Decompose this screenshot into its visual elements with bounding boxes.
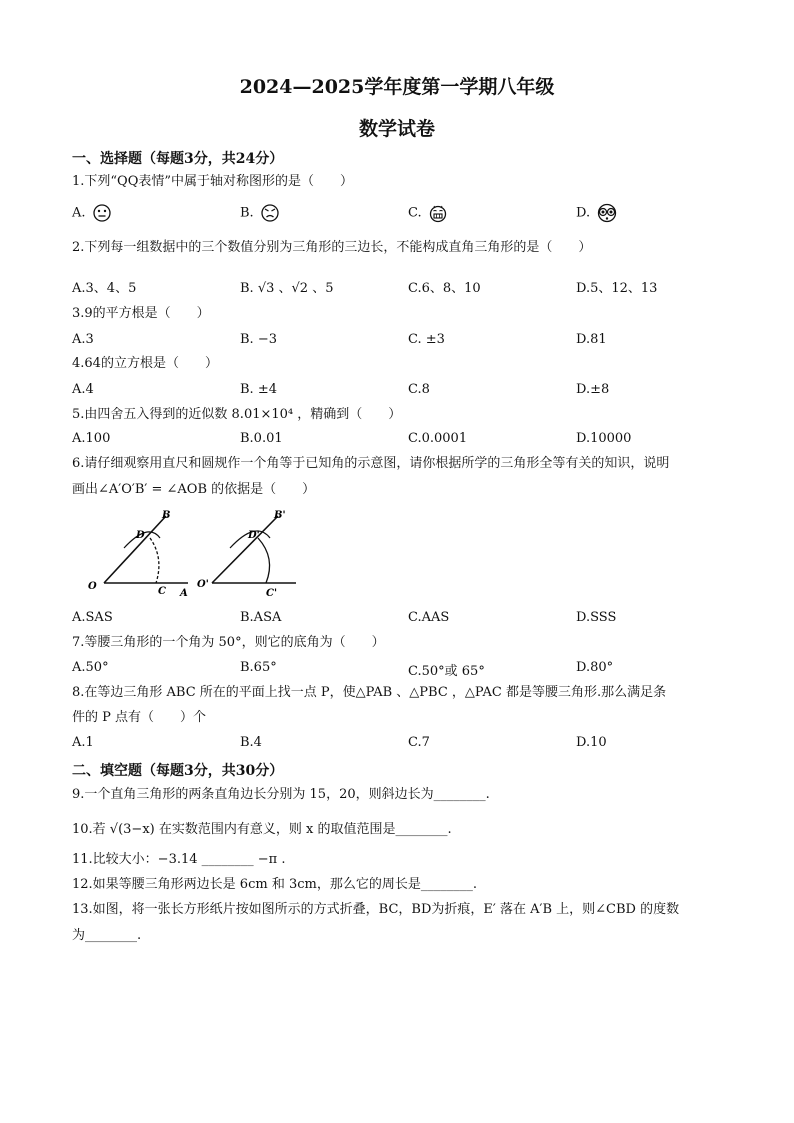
option-a: A.4 bbox=[72, 382, 94, 397]
option-d: D.81 bbox=[576, 332, 607, 347]
question-6-stem-line-2: 画出∠A′O′B′ = ∠AOB 的依据是（ ） bbox=[72, 482, 316, 497]
option-a: A. bbox=[72, 203, 112, 223]
question-1-options bbox=[72, 203, 722, 225]
option-d: D.SSS bbox=[576, 610, 617, 625]
option-d: D.80° bbox=[576, 660, 614, 675]
question-3-stem: 3.9的平方根是（ ） bbox=[72, 306, 210, 321]
question-1-stem: 1.下列“QQ表情”中属于轴对称图形的是（ ） bbox=[72, 174, 354, 189]
question-6-options bbox=[72, 610, 722, 632]
question-8-stem-line-2: 件的 P 点有（ ）个 bbox=[72, 710, 207, 725]
section-2-heading: 二、填空题（每题3分，共30分） bbox=[72, 763, 284, 779]
label-b: B bbox=[162, 510, 171, 521]
goggle-eyes-face-icon bbox=[596, 203, 618, 223]
exam-subtitle: 数学试卷 bbox=[358, 118, 435, 140]
option-d: D.±8 bbox=[576, 382, 610, 397]
question-3-options bbox=[72, 332, 722, 354]
frown-face-icon bbox=[260, 203, 280, 223]
arc-c-prime-d-prime bbox=[258, 538, 270, 583]
angle-construction-figure bbox=[80, 508, 310, 600]
option-a: A.100 bbox=[72, 431, 111, 446]
label-c-prime: C' bbox=[266, 588, 278, 599]
question-7-stem: 7.等腰三角形的一个角为 50°，则它的底角为（ ） bbox=[72, 635, 385, 650]
ray-ob bbox=[104, 516, 166, 583]
question-5-stem: 5.由四舍五入得到的近似数 8.01×10⁴ ，精确到（ ） bbox=[72, 407, 402, 422]
option-b: B.ASA bbox=[240, 610, 282, 625]
option-c: C.6、8、10 bbox=[408, 281, 481, 296]
question-11: 11.比较大小：−3.14 ________ −π . bbox=[72, 852, 286, 867]
label-c: C bbox=[158, 586, 166, 597]
question-13-line-1: 13.如图，将一张长方形纸片按如图所示的方式折叠，BC，BD为折痕，E′ 落在 A′B 上，则∠CBD 的度数 bbox=[72, 902, 680, 917]
label-b-prime: B' bbox=[274, 510, 286, 521]
option-a: A.SAS bbox=[72, 610, 113, 625]
question-8-options bbox=[72, 735, 722, 757]
label-d-prime: D' bbox=[248, 530, 260, 541]
arc-cd bbox=[150, 538, 159, 583]
question-9: 9.一个直角三角形的两条直角边长分别为 15，20，则斜边长为________. bbox=[72, 787, 490, 802]
grin-face-icon bbox=[428, 203, 448, 223]
option-b: B.4 bbox=[240, 735, 262, 750]
question-10: 10.若 √(3−x) 在实数范围内有意义，则 x 的取值范围是________. bbox=[72, 822, 452, 837]
option-b: B. √3 、√2 、5 bbox=[240, 281, 334, 296]
option-c: C.7 bbox=[408, 735, 430, 750]
section-1-heading: 一、选择题（每题3分，共24分） bbox=[72, 151, 284, 167]
smiley-face-icon bbox=[92, 203, 112, 223]
question-4-options bbox=[72, 382, 722, 404]
question-5-options bbox=[72, 431, 722, 453]
question-12: 12.如果等腰三角形两边长是 6cm 和 3cm，那么它的周长是________. bbox=[72, 877, 477, 892]
ray-o-prime-b-prime bbox=[212, 516, 278, 583]
option-c: C.50°或 65° bbox=[408, 664, 485, 679]
option-a: A.1 bbox=[72, 735, 94, 750]
option-b: B. ±4 bbox=[240, 382, 277, 397]
question-2-options bbox=[72, 277, 722, 299]
option-b: B. bbox=[240, 203, 280, 223]
option-a: A.3 bbox=[72, 332, 94, 347]
question-8-stem-line-1: 8.在等边三角形 ABC 所在的平面上找一点 P，使△PAB 、△PBC ，△PAC 都是等腰三角形.那么满足条 bbox=[72, 685, 667, 700]
option-c: C. bbox=[408, 203, 448, 223]
question-2-stem: 2.下列每一组数据中的三个数值分别为三角形的三边长，不能构成直角三角形的是（ ） bbox=[72, 240, 592, 255]
option-b: B. −3 bbox=[240, 332, 277, 347]
exam-title: 2024—2025学年度第一学期八年级 bbox=[239, 76, 555, 98]
option-d: D.5、12、13 bbox=[576, 281, 658, 296]
option-a: A.3、4、5 bbox=[72, 281, 137, 296]
option-c: C.8 bbox=[408, 382, 430, 397]
option-c: C.AAS bbox=[408, 610, 450, 625]
label-a: A bbox=[180, 588, 188, 599]
label-o-prime: O' bbox=[197, 579, 209, 590]
option-c: C. ±3 bbox=[408, 332, 445, 347]
option-a: A.50° bbox=[72, 660, 109, 675]
option-d: D. bbox=[576, 203, 618, 223]
question-6-stem-line-1: 6.请仔细观察用直尺和圆规作一个角等于已知角的示意图，请你根据所学的三角形全等有关的知识，说明 bbox=[72, 456, 670, 471]
option-d: D.10 bbox=[576, 735, 607, 750]
option-c: C.0.0001 bbox=[408, 431, 468, 446]
question-4-stem: 4.64的立方根是（ ） bbox=[72, 356, 218, 371]
label-o: O bbox=[88, 581, 97, 592]
label-d: D bbox=[136, 530, 145, 541]
option-d: D.10000 bbox=[576, 431, 632, 446]
question-7-options bbox=[72, 660, 722, 682]
option-b: B.0.01 bbox=[240, 431, 283, 446]
question-13-line-2: 为________. bbox=[72, 928, 142, 943]
option-b: B.65° bbox=[240, 660, 277, 675]
